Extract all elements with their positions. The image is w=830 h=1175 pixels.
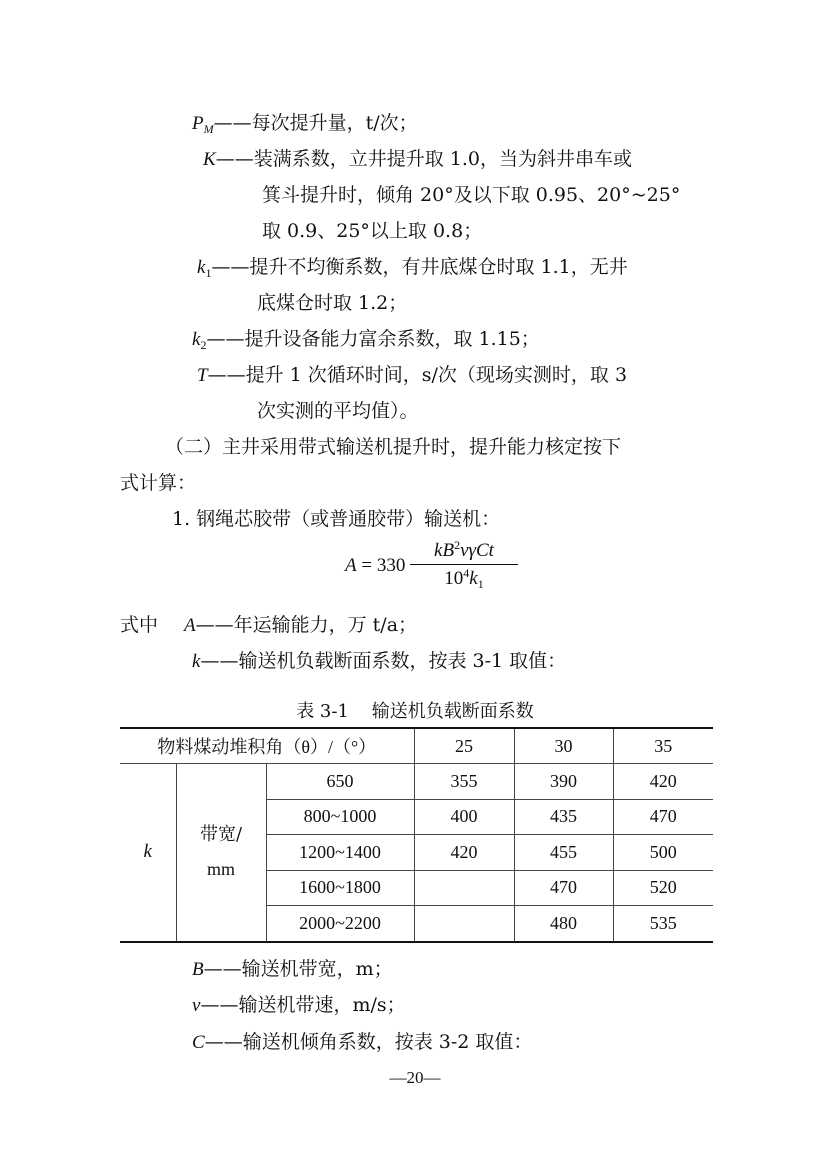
cell-value: 355 bbox=[414, 764, 514, 800]
var-desc: ——输送机带速，m/s； bbox=[200, 994, 406, 1016]
cell-value bbox=[414, 870, 514, 906]
table-caption: 表 3-1 输送机负载断面系数 bbox=[296, 701, 534, 722]
table-header-row bbox=[120, 728, 713, 764]
header-angle: 25 bbox=[414, 728, 514, 764]
var-symbol: T bbox=[197, 365, 208, 386]
var-desc: ——提升不均衡系数，有井底煤仓时取 1.1，无井 bbox=[211, 256, 628, 278]
var-c-line bbox=[192, 1029, 532, 1056]
cell-width: 1200~1400 bbox=[266, 835, 414, 871]
where-prefix: 式中 bbox=[120, 614, 159, 636]
var-symbol: v bbox=[192, 995, 201, 1016]
cell-value: 420 bbox=[613, 764, 713, 800]
cell-value bbox=[414, 906, 514, 942]
var-symbol: K bbox=[203, 149, 216, 170]
var-k2-line: $k_2——$提升设备能力富余系数，取 1.15； bbox=[192, 328, 540, 352]
var-t-line-2: 次实测的平均值）。 bbox=[257, 400, 419, 422]
header-angle: 30 bbox=[514, 728, 613, 764]
formula-fraction bbox=[410, 538, 518, 591]
var-desc: ——提升 1 次循环时间，s/次（现场实测时，取 3 bbox=[207, 364, 628, 386]
var-t-line-1 bbox=[197, 362, 627, 389]
bandwidth-label: 带宽/ mm bbox=[176, 764, 266, 942]
var-k-line-2: 箕斗提升时，倾角 20°及以下取 0.95、20°~25° bbox=[262, 184, 681, 206]
item-1: 1. 钢绳芯胶带（或普通胶带）输送机： bbox=[172, 508, 501, 530]
header-angle-label: 物料煤动堆积角（θ）/（°） bbox=[120, 728, 414, 764]
var-symbol: C bbox=[192, 1032, 205, 1053]
var-desc: ——输送机倾角系数，按表 3-2 取值： bbox=[204, 1031, 533, 1053]
formula-numerator: $kB^2v\gamma Ct$ bbox=[434, 538, 494, 561]
var-desc: ——年运输能力，万 t/a； bbox=[195, 614, 418, 636]
cell-value: 455 bbox=[514, 835, 613, 871]
cell-value: 420 bbox=[414, 835, 514, 871]
cell-value: 470 bbox=[613, 799, 713, 835]
row-symbol-k: k bbox=[143, 841, 152, 863]
var-desc: ——输送机负载断面系数，按表 3-1 取值： bbox=[200, 650, 567, 672]
var-desc: ——装满系数，立井提升取 1.0，当为斜井串车或 bbox=[215, 148, 632, 170]
coefficient-table bbox=[120, 727, 713, 943]
formula-lhs: A = 330 bbox=[345, 555, 406, 576]
var-desc: ——输送机带宽，m； bbox=[203, 958, 393, 980]
var-v-line bbox=[192, 992, 406, 1019]
var-symbol: B bbox=[192, 959, 204, 980]
cell-value: 500 bbox=[613, 835, 713, 871]
where-k-line bbox=[192, 648, 566, 675]
cell-width: 650 bbox=[266, 764, 414, 800]
var-pm-line: $P_M——$每次提升量，t/次； bbox=[192, 112, 418, 136]
var-symbol: P bbox=[192, 113, 204, 134]
var-k-line-3: 取 0.9、25°以上取 0.8； bbox=[262, 220, 483, 242]
section-heading-cont: 式计算： bbox=[120, 472, 197, 494]
cell-width: 2000~2200 bbox=[266, 906, 414, 942]
var-k1-line-2: 底煤仓时取 1.2； bbox=[257, 292, 408, 314]
table-row bbox=[120, 764, 713, 800]
cell-value: 435 bbox=[514, 799, 613, 835]
var-k1-line-1: $k_1——$提升不均衡系数，有井底煤仓时取 1.1，无井 bbox=[197, 256, 628, 280]
var-k-line-1 bbox=[203, 146, 705, 173]
cell-value: 535 bbox=[613, 906, 713, 942]
var-symbol: A bbox=[184, 615, 196, 636]
cell-width: 1600~1800 bbox=[266, 870, 414, 906]
cell-value: 520 bbox=[613, 870, 713, 906]
cell-value: 480 bbox=[514, 906, 613, 942]
cell-width: 800~1000 bbox=[266, 799, 414, 835]
section-heading: （二）主井采用带式输送机提升时，提升能力核定按下 bbox=[165, 436, 622, 458]
cell-value: 470 bbox=[514, 870, 613, 906]
cell-value: 390 bbox=[514, 764, 613, 800]
var-symbol: k bbox=[192, 651, 201, 672]
formula-denominator: $10^4k_1$ bbox=[444, 566, 484, 591]
cell-value: 400 bbox=[414, 799, 514, 835]
var-symbol: k bbox=[197, 257, 206, 278]
header-angle: 35 bbox=[613, 728, 713, 764]
var-desc: ——提升设备能力富余系数，取 1.15； bbox=[206, 328, 540, 350]
var-desc: ——每次提升量，t/次； bbox=[213, 112, 418, 134]
page-number: —20— bbox=[389, 1068, 441, 1087]
var-b-line bbox=[192, 956, 393, 983]
where-a-line bbox=[120, 612, 417, 639]
var-symbol: k bbox=[192, 329, 201, 350]
